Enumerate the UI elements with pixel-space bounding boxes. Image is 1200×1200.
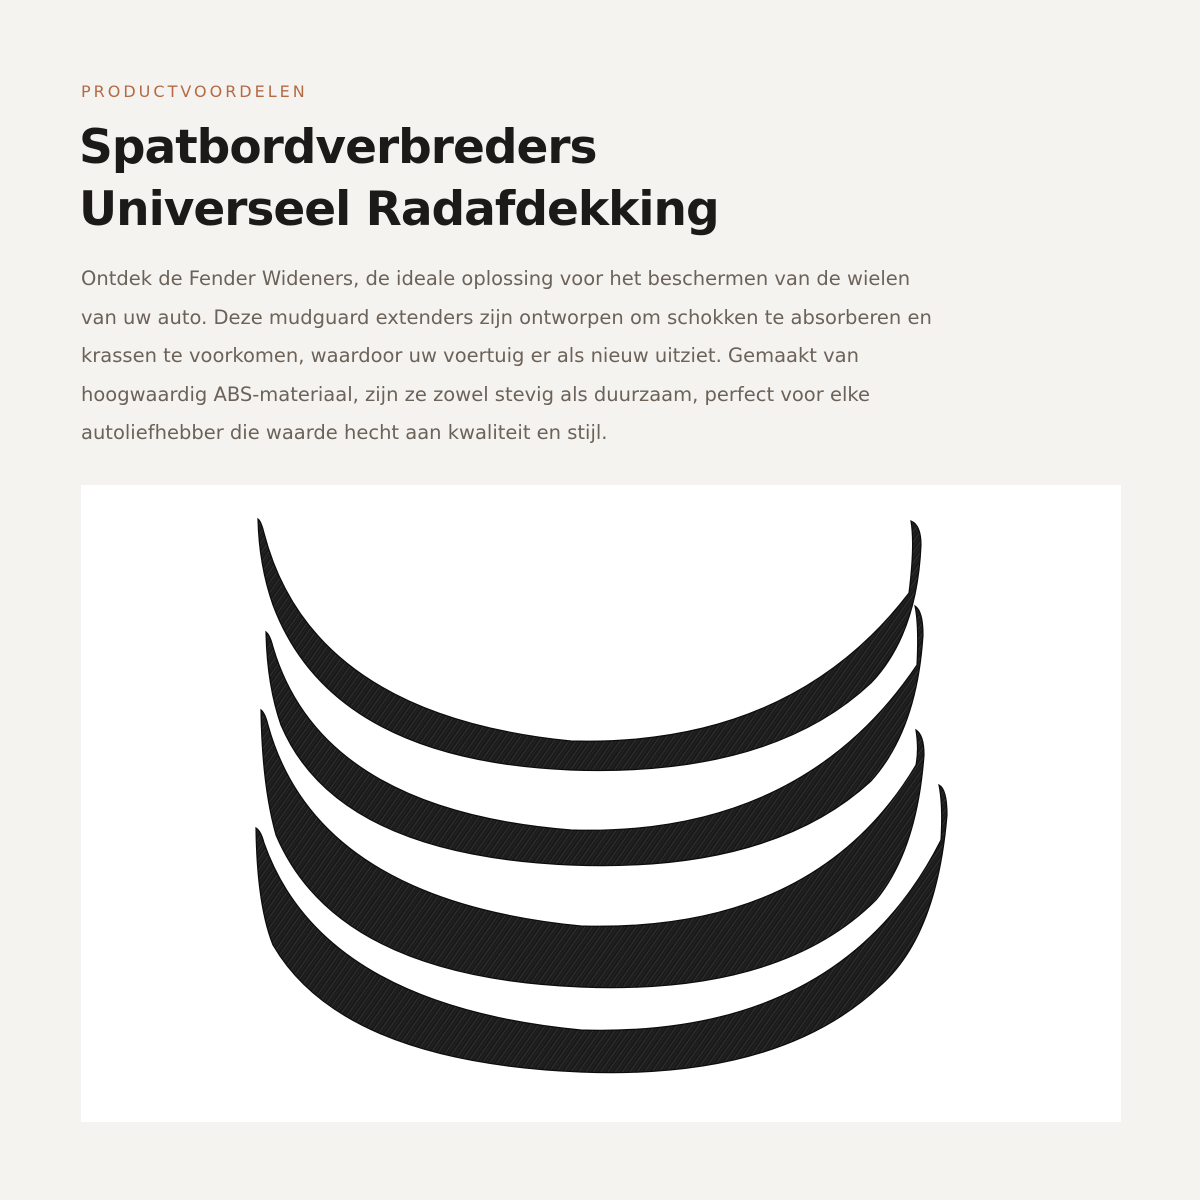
title-line-2: Universeel Radafdekking — [79, 182, 719, 237]
fender-flare — [266, 606, 923, 866]
title-line-1: Spatbordverbreders — [79, 120, 597, 175]
description-line: autoliefhebber die waarde hecht aan kwaliteit en stijl. — [81, 421, 608, 444]
section-eyebrow: PRODUCTVOORDELEN — [81, 82, 308, 101]
fender-flare — [258, 519, 921, 770]
fender-flares-illustration — [81, 485, 1121, 1122]
description-line: hoogwaardig ABS-materiaal, zijn ze zowel stevig als duurzaam, perfect voor elke — [81, 382, 870, 406]
description-line: Ontdek de Fender Wideners, de ideale oplossing voor het beschermen van de wielen — [81, 267, 911, 290]
page-title — [79, 117, 719, 241]
product-description — [81, 260, 1091, 453]
description-line: van uw auto. Deze mudguard extenders zijn ontworpen om schokken te absorberen en — [81, 305, 932, 329]
product-image — [81, 485, 1121, 1122]
description-line: krassen te voorkomen, waardoor uw voertuig er als nieuw uitziet. Gemaakt van — [81, 344, 859, 367]
